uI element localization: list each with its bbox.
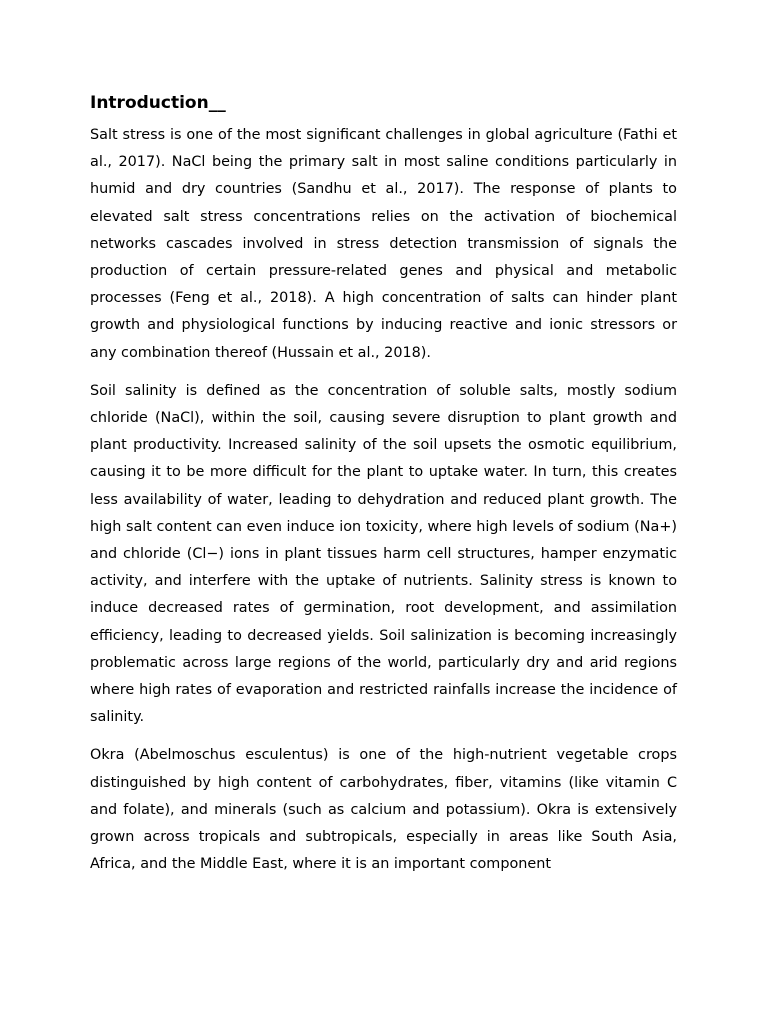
paragraph-soil-salinity: Soil salinity is defined as the concentration of soluble salts, mostly sodium chloride (NaCl), within the soil, causing severe disruption to plant growth and plant productivity. Increased salinity of the soil upsets the osmotic equilibrium, causing it to be more difficult for the plant to uptake water. In turn, this creates less availability of water, leading to dehydration and reduced plant growth. The high salt content can even induce ion toxicity, where high levels of sodium (Na+) and chloride (Cl−) ions in plant tissues harm cell structures, hamper enzymatic activity, and interfere with the uptake of nutrients. Salinity stress is known to induce decreased rates of germination, root development, and assimilation efficiency, leading to decreased yields. Soil salinization is becoming increasingly problematic across large regions of the world, particularly dry and arid regions where high rates of evaporation and restricted rainfalls increase the incidence of salinity. — [90, 382, 677, 726]
document-page — [90, 90, 677, 889]
section-heading: Introduction__ — [90, 93, 226, 113]
paragraph-salt-stress: Salt stress is one of the most significant challenges in global agriculture (Fathi et al., 2017). NaCl being the primary salt in most saline conditions particularly in humid and dry countries (Sandhu et al., 2017). The response of plants to elevated salt stress concentrations relies on the activation of biochemical networks cascades involved in stress detection transmission of signals the production of certain pressure-related genes and physical and metabolic processes (Feng et al., 2018). A high concentration of salts can hinder plant growth and physiological functions by inducing reactive and ionic stressors or any combination thereof (Hussain et al., 2018). — [90, 127, 677, 361]
paragraph-okra: Okra (Abelmoschus esculentus) is one of the high-nutrient vegetable crops distinguished by high content of carbohydrates, fiber, vitamins (like vitamin C and folate), and minerals (such as calcium and potassium). Okra is extensively grown across tropicals and subtropicals, especially in areas like South Asia, Africa, and the Middle East, where it is an important component — [90, 747, 677, 873]
